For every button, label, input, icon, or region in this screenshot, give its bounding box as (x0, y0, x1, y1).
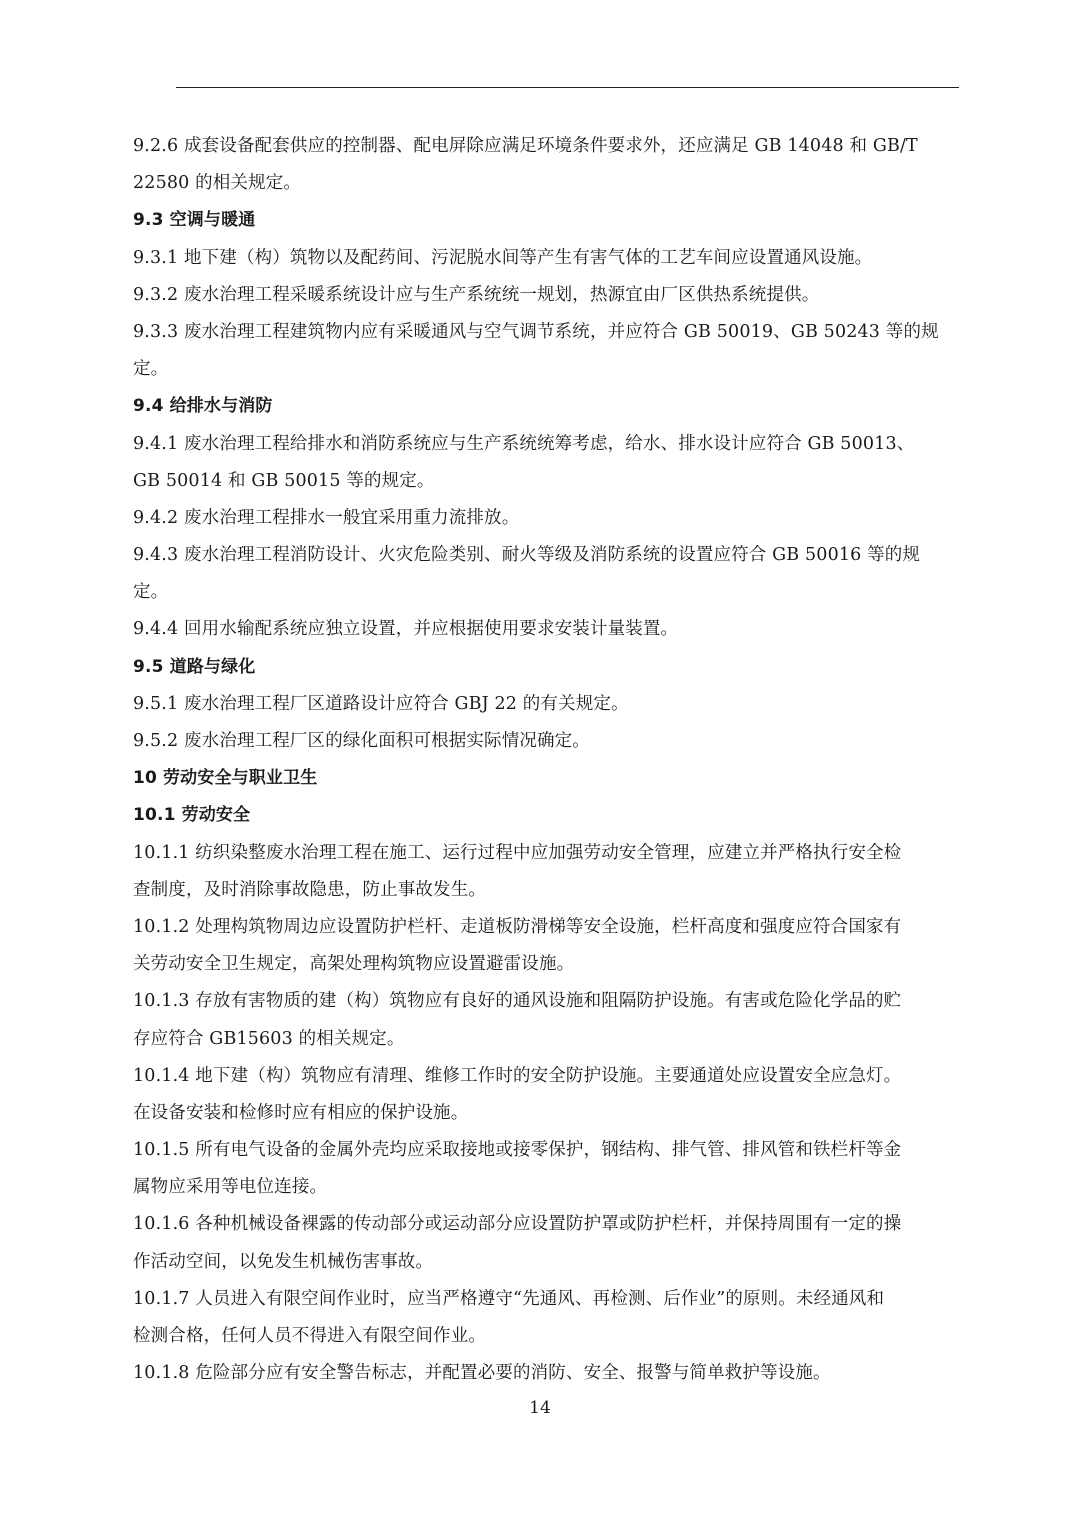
heading-text: 9.3 空调与暖通 (133, 210, 256, 231)
paragraph-line: 9.3.3 废水治理工程建筑物内应有采暖通风与空气调节系统，并应符合 GB 50019、GB 50243 等的规 (133, 321, 939, 342)
paragraph-line: 10.1.4 地下建（构）筑物应有清理、维修工作时的安全防护设施。主要通道处应设置安全应急灯。 (133, 1065, 902, 1086)
paragraph (133, 426, 953, 500)
paragraph (133, 128, 953, 202)
paragraph (133, 277, 953, 314)
paragraph-line: 10.1.8 危险部分应有安全警告标志，并配置必要的消防、安全、报警与简单救护等设施。 (133, 1363, 831, 1384)
paragraph-line: 9.3.1 地下建（构）筑物以及配药间、污泥脱水间等产生有害气体的工艺车间应设置通风设施。 (133, 247, 873, 268)
heading-text: 10.1 劳动安全 (133, 805, 251, 826)
paragraph-line: 9.4.2 废水治理工程排水一般宜采用重力流排放。 (133, 507, 520, 528)
paragraph (133, 1058, 953, 1132)
section-heading (133, 797, 953, 834)
section-heading (133, 388, 953, 425)
header-rule (176, 87, 959, 88)
paragraph (133, 314, 953, 388)
paragraph-line: 10.1.7 人员进入有限空间作业时，应当严格遵守“先通风、再检测、后作业”的原则。未经通风和 (133, 1288, 885, 1309)
paragraph-line: 10.1.3 存放有害物质的建（构）筑物应有良好的通风设施和阻隔防护设施。有害或危险化学品的贮 (133, 991, 902, 1012)
section-heading (133, 760, 953, 797)
paragraph (133, 1355, 953, 1392)
paragraph-line: 定。 (133, 582, 169, 603)
section-heading (133, 202, 953, 239)
paragraph (133, 1132, 953, 1206)
paragraph (133, 537, 953, 611)
heading-text: 10 劳动安全与职业卫生 (133, 768, 318, 789)
paragraph-line: 10.1.2 处理构筑物周边应设置防护栏杆、走道板防滑梯等安全设施，栏杆高度和强度应符合国家有 (133, 916, 902, 937)
paragraph-line: GB 50014 和 GB 50015 等的规定。 (133, 470, 435, 491)
paragraph (133, 1281, 953, 1355)
paragraph-line: 定。 (133, 359, 169, 380)
paragraph-line: 9.2.6 成套设备配套供应的控制器、配电屏除应满足环境条件要求外，还应满足 GB 14048 和 GB/T (133, 136, 918, 156)
heading-text: 9.5 道路与绿化 (133, 656, 256, 677)
paragraph (133, 500, 953, 537)
paragraph (133, 909, 953, 983)
paragraph (133, 983, 953, 1057)
paragraph-line: 9.4.1 废水治理工程给排水和消防系统应与生产系统统筹考虑，给水、排水设计应符合 GB 50013、 (133, 433, 915, 454)
paragraph-line: 10.1.5 所有电气设备的金属外壳均应采取接地或接零保护，钢结构、排气管、排风管和铁栏杆等金 (133, 1140, 902, 1161)
paragraph-line: 属物应采用等电位连接。 (133, 1177, 328, 1198)
paragraph-line: 22580 的相关规定。 (133, 173, 302, 194)
paragraph (133, 611, 953, 648)
paragraph-line: 在设备安装和检修时应有相应的保护设施。 (133, 1102, 469, 1123)
paragraph (133, 835, 953, 909)
paragraph (133, 1206, 953, 1280)
paragraph-line: 10.1.6 各种机械设备裸露的传动部分或运动部分应设置防护罩或防护栏杆，并保持周围有一定的操 (133, 1214, 902, 1235)
paragraph-line: 9.4.4 回用水输配系统应独立设置，并应根据使用要求安装计量装置。 (133, 619, 679, 640)
paragraph-line: 查制度，及时消除事故隐患，防止事故发生。 (133, 879, 486, 900)
paragraph-line: 关劳动安全卫生规定，高架处理构筑物应设置避雷设施。 (133, 954, 575, 975)
paragraph-line: 9.4.3 废水治理工程消防设计、火灾危险类别、耐火等级及消防系统的设置应符合 GB 50016 等的规 (133, 545, 921, 566)
document-body (133, 128, 953, 1392)
paragraph-line: 10.1.1 纺织染整废水治理工程在施工、运行过程中应加强劳动安全管理，应建立并严格执行安全检 (133, 842, 902, 863)
paragraph-line: 存应符合 GB15603 的相关规定。 (133, 1028, 405, 1049)
paragraph (133, 240, 953, 277)
paragraph-line: 9.5.2 废水治理工程厂区的绿化面积可根据实际情况确定。 (133, 731, 590, 751)
paragraph-line: 9.3.2 废水治理工程采暖系统设计应与生产系统统一规划，热源宜由厂区供热系统提供。 (133, 284, 820, 305)
heading-text: 9.4 给排水与消防 (133, 396, 273, 417)
paragraph (133, 686, 953, 723)
paragraph-line: 检测合格，任何人员不得进入有限空间作业。 (133, 1326, 486, 1346)
page-number: 14 (529, 1398, 551, 1418)
section-heading (133, 649, 953, 686)
paragraph (133, 723, 953, 760)
paragraph-line: 作活动空间，以免发生机械伤害事故。 (133, 1251, 434, 1272)
paragraph-line: 9.5.1 废水治理工程厂区道路设计应符合 GBJ 22 的有关规定。 (133, 693, 629, 714)
